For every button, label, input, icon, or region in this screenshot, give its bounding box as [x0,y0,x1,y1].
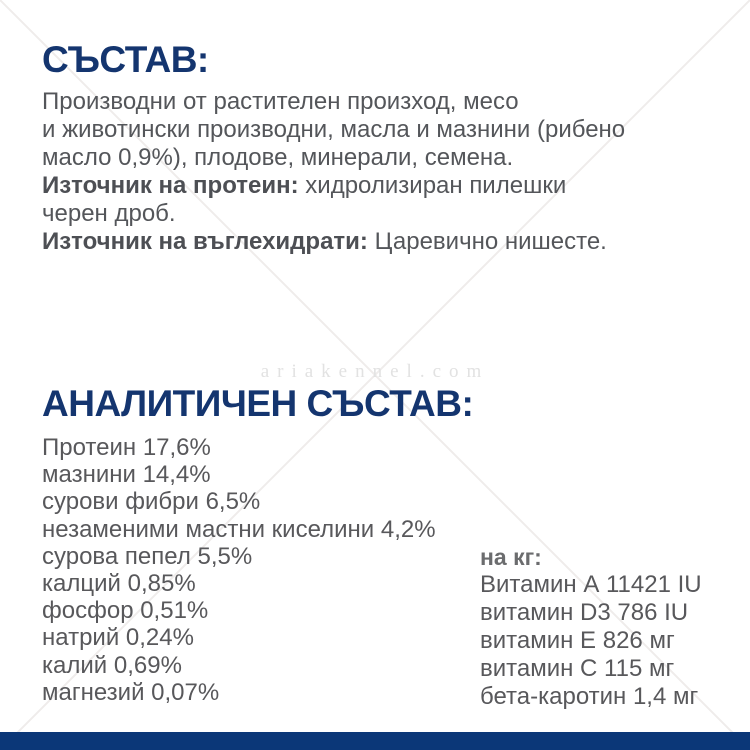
nutrient-item: сурови фибри 6,5% [42,488,261,516]
vitamin-item: витамин С 115 мг [480,655,675,682]
composition-text-line: масло 0,9%), плодове, минерали, семена. [42,144,514,171]
composition-text-line [42,172,625,200]
protein-source-value: хидролизиран пилешки [305,172,567,199]
composition-paragraph [42,88,625,256]
nutrient-item: Протеин 17,6% [42,434,211,461]
nutrient-item: мазнини 14,4% [42,461,211,489]
nutrient-item: фосфор 0,51% [42,597,209,625]
vitamin-item: витамин D3 786 IU [480,599,689,626]
protein-source-label: Източник на протеин: [42,172,299,199]
nutrient-item: натрий 0,24% [42,624,194,652]
nutrient-item: незаменими мастни киселини 4,2% [42,515,436,543]
nutrient-item: калий 0,69% [42,651,182,679]
vitamin-item: витамин Е 826 мг [480,627,675,654]
composition-text-line: и животински производни, масла и мазнини (рибено [42,116,626,143]
per-kg-list [480,543,702,711]
watermark-text: ariakennel.com [260,361,490,382]
vitamin-item: бета-каротин 1,4 мг [480,683,699,710]
analytical-composition-heading: АНАЛИТИЧЕН СЪСТАВ: [42,383,474,424]
composition-text-line: Производни от растителен произход, месо [42,88,519,115]
nutrient-list [42,434,436,706]
nutrient-item: калций 0,85% [42,570,196,598]
nutrient-item: сурова пепел 5,5% [42,542,253,570]
per-kg-label: на кг: [480,544,542,570]
footer-accent-bar [0,732,750,750]
composition-text-line: черен дроб. [42,200,176,227]
carbohydrate-source-label: Източник на въглехидрати: [42,228,368,255]
composition-text-line [42,228,625,256]
vitamin-item: Витамин А 11421 IU [480,571,702,598]
composition-heading: СЪСТАВ: [42,39,209,80]
carbohydrate-source-value: Царевично нишесте. [374,228,607,255]
nutrient-item: магнезий 0,07% [42,678,220,706]
